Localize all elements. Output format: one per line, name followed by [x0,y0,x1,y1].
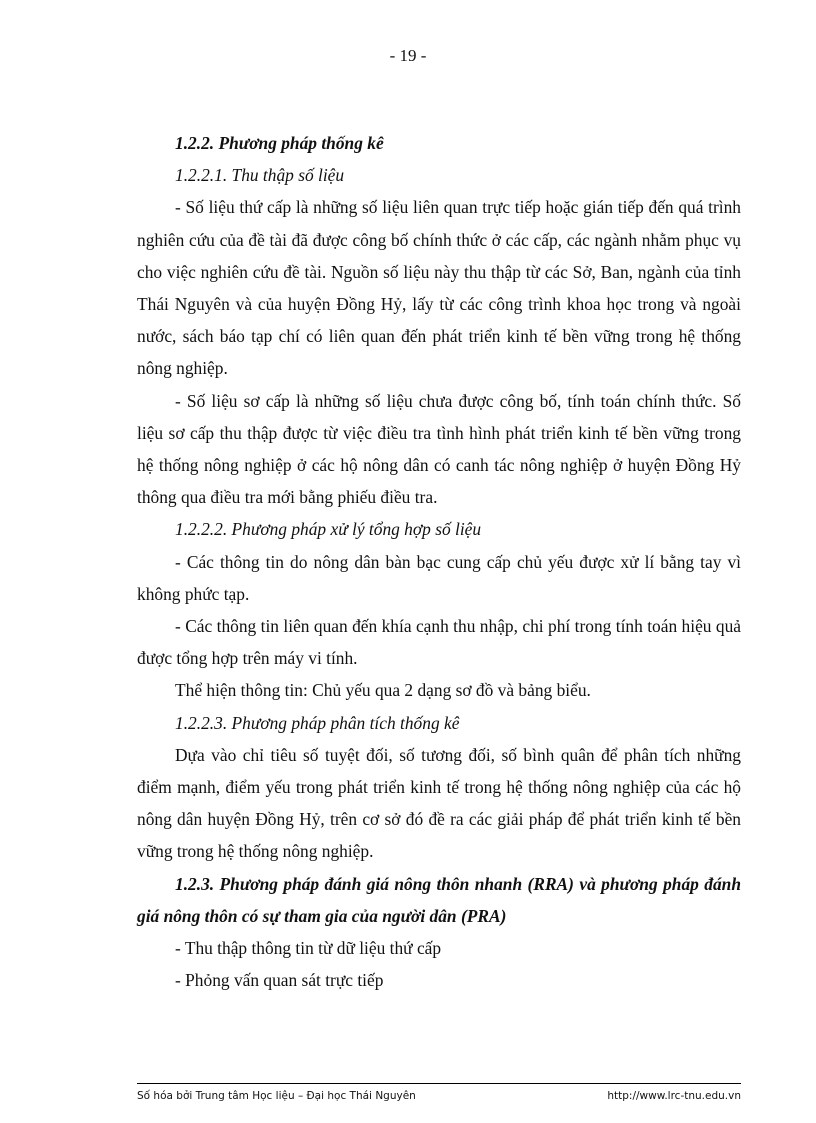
document-body [137,127,741,996]
paragraph-secondary-data: - Số liệu thứ cấp là những số liệu liên quan trực tiếp hoặc gián tiếp đến quá trình nghiên cứu của đề tài đã được công bố chính thức ở các cấp, các ngành nhằm phục vụ cho việc nghiên cứu đề tài. Nguồn số liệu này thu thập từ các Sở, Ban, ngành của tỉnh Thái Nguyên và của huyện Đồng Hỷ, lấy từ các công trình khoa học trong và ngoài nước, sách báo tạp chí có liên quan đến phát triển kinh tế bền vững trong hệ thống nông nghiệp. [137,197,741,379]
heading-1-2-2-1: 1.2.2.1. Thu thập số liệu [175,165,345,186]
list-item-interview: - Phỏng vấn quan sát trực tiếp [175,970,384,991]
page-number: - 19 - [389,46,427,65]
paragraph-manual-processing: - Các thông tin do nông dân bàn bạc cung cấp chủ yếu được xử lí bằng tay vì không phức tạp. [137,551,741,604]
list-item-secondary-info: - Thu thập thông tin từ dữ liệu thứ cấp [175,938,442,959]
heading-1-2-2-3: 1.2.2.3. Phương pháp phân tích thống kê [175,712,460,733]
footer-source: Số hóa bởi Trung tâm Học liệu – Đại học Thái Nguyên [137,1090,416,1102]
footer-url[interactable]: http://www.lrc-tnu.edu.vn [607,1090,741,1102]
paragraph-computer-processing: - Các thông tin liên quan đến khía cạnh thu nhập, chi phí trong tính toán hiệu quả được tổng hợp trên máy vi tính. [137,616,741,669]
footer-divider [137,1083,741,1084]
paragraph-display-info: Thể hiện thông tin: Chủ yếu qua 2 dạng sơ đồ và bảng biểu. [175,680,591,701]
heading-1-2-2: 1.2.2. Phương pháp thống kê [175,133,384,153]
heading-1-2-2-2: 1.2.2.2. Phương pháp xử lý tổng hợp số liệu [175,519,482,540]
heading-1-2-3: 1.2.3. Phương pháp đánh giá nông thôn nhanh (RRA) và phương pháp đánh giá nông thôn có sự tham gia của người dân (PRA) [137,873,741,926]
footer [137,1090,741,1102]
paragraph-primary-data: - Số liệu sơ cấp là những số liệu chưa được công bố, tính toán chính thức. Số liệu sơ cấp thu thập được từ việc điều tra tình hình phát triển kinh tế bền vững trong hệ thống nông nghiệp ở các hộ nông dân có canh tác nông nghiệp ở huyện Đồng Hỷ thông qua điều tra mới bằng phiếu điều tra. [137,390,741,508]
paragraph-analysis: Dựa vào chỉ tiêu số tuyệt đối, số tương đối, số bình quân để phân tích những điểm mạnh, điểm yếu trong phát triển kinh tế trong hệ thống nông nghiệp của các hộ nông dân huyện Đồng Hỷ, trên cơ sở đó đề ra các giải pháp để phát triển kinh tế bền vững trong hệ thống nông nghiệp. [137,744,741,862]
